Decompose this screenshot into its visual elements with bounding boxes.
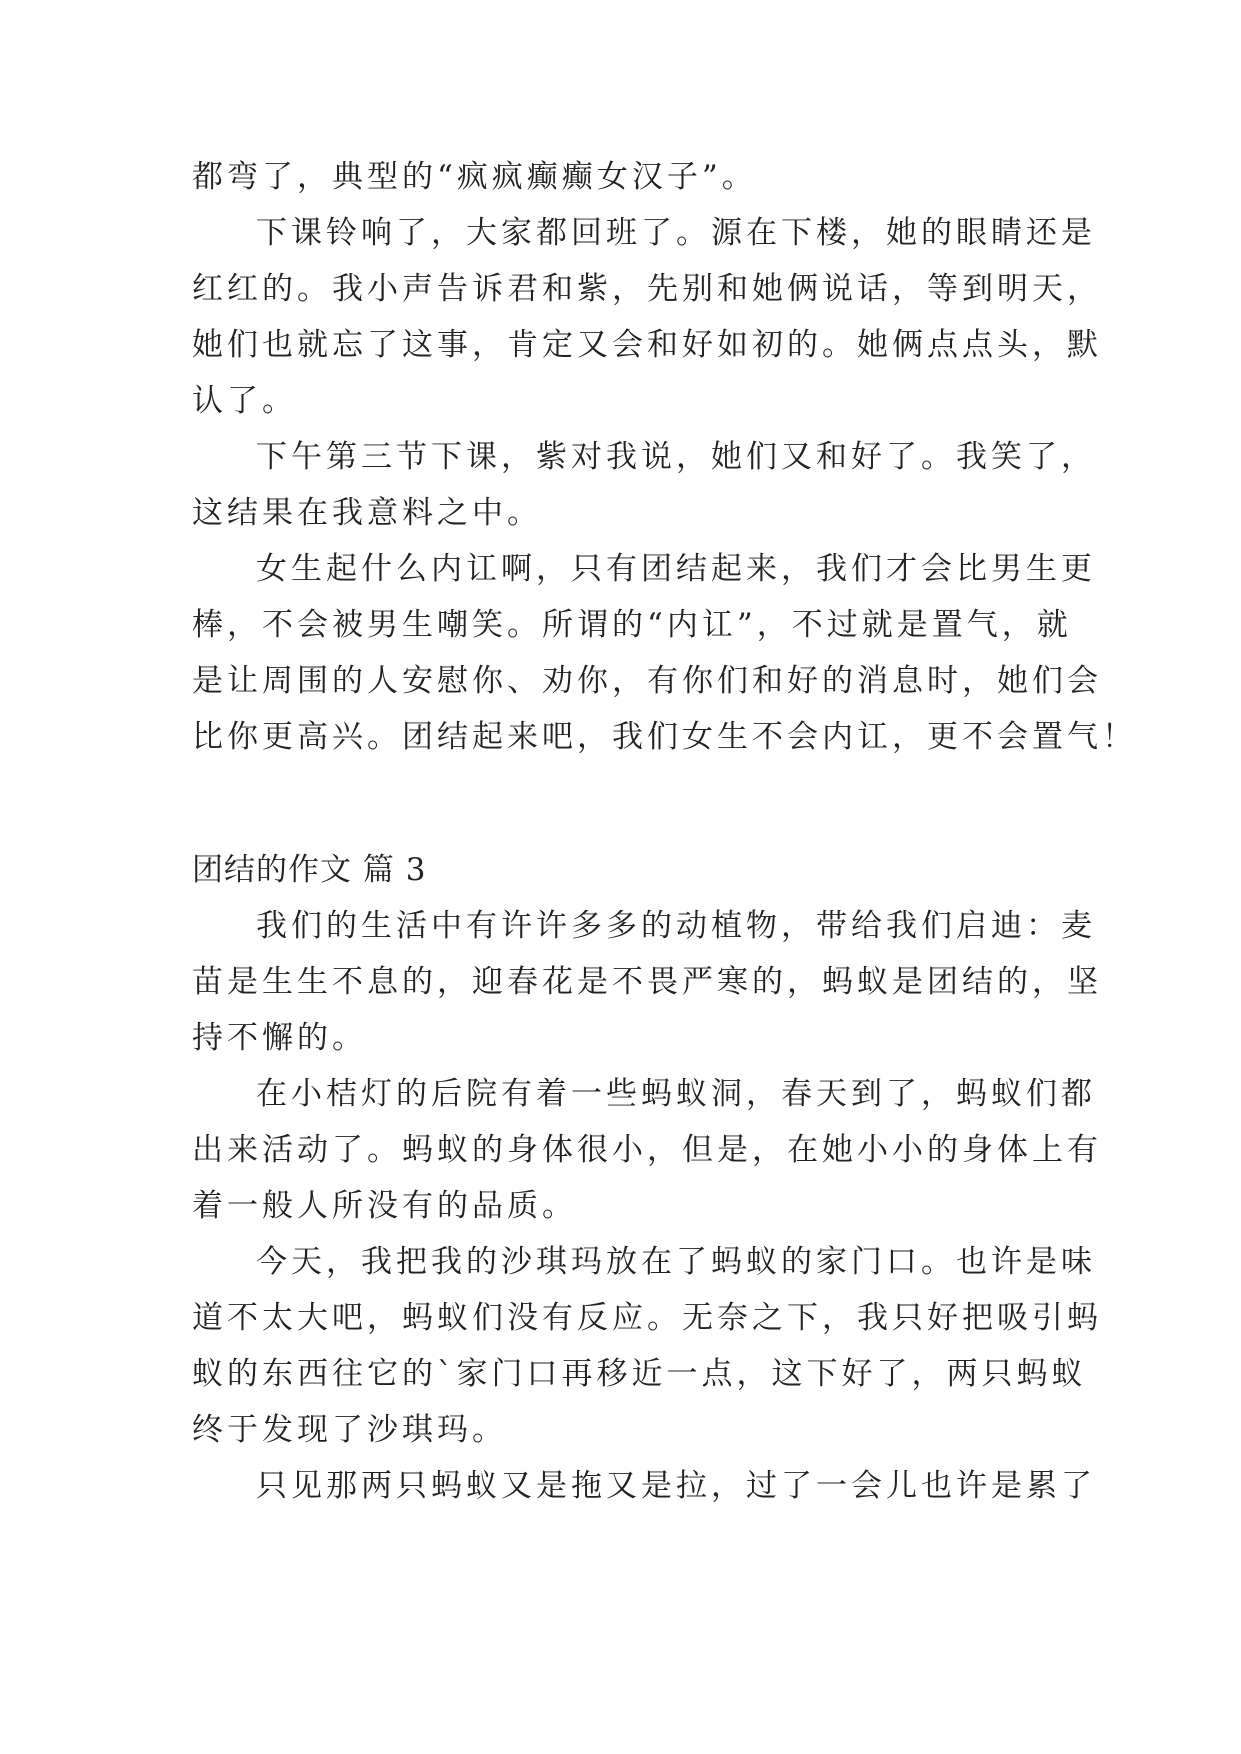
text-line: 苗是生生不息的，迎春花是不畏严寒的，蚂蚁是团结的，坚 [192,964,1102,1000]
text-line: 她们也就忘了这事，肯定又会和好如初的。她俩点点头，默 [192,327,1102,363]
text-line: 是让周围的人安慰你、劝你，有你们和好的消息时，她们会 [192,663,1102,699]
section-heading: 团结的作文 篇 3 [192,852,427,888]
text-line: 持不懈的。 [192,1020,367,1056]
text-line: 道不太大吧，蚂蚁们没有反应。无奈之下，我只好把吸引蚂 [192,1300,1102,1336]
text-line: 只见那两只蚂蚁又是拖又是拉，过了一会儿也许是累了 [256,1468,1096,1504]
text-line: 终于发现了沙琪玛。 [192,1412,507,1448]
text-line: 我们的生活中有许许多多的动植物，带给我们启迪：麦 [256,908,1096,944]
text-line: 着一般人所没有的品质。 [192,1188,577,1224]
text-line: 这结果在我意料之中。 [192,495,542,531]
text-line: 下课铃响了，大家都回班了。源在下楼，她的眼睛还是 [256,215,1096,251]
text-line: 出来活动了。蚂蚁的身体很小，但是，在她小小的身体上有 [192,1132,1102,1168]
text-line: 红红的。我小声告诉君和紫，先别和她俩说话，等到明天， [192,271,1102,307]
text-line: 棒，不会被男生嘲笑。所谓的“内讧”，不过就是置气，就 [192,607,1072,643]
text-line: 下午第三节下课，紫对我说，她们又和好了。我笑了， [256,439,1096,475]
text-line: 女生起什么内讧啊，只有团结起来，我们才会比男生更 [256,551,1096,587]
text-line: 在小桔灯的后院有着一些蚂蚁洞，春天到了，蚂蚁们都 [256,1076,1096,1112]
text-line: 比你更高兴。团结起来吧，我们女生不会内讧，更不会置气！ [192,719,1137,755]
text-line: 都弯了，典型的“疯疯癫癫女汉子”。 [192,159,757,195]
text-line: 认了。 [192,383,297,419]
text-line: 今天，我把我的沙琪玛放在了蚂蚁的家门口。也许是味 [256,1244,1096,1280]
text-line: 蚁的东西往它的`家门口再移近一点，这下好了，两只蚂蚁 [192,1356,1087,1392]
